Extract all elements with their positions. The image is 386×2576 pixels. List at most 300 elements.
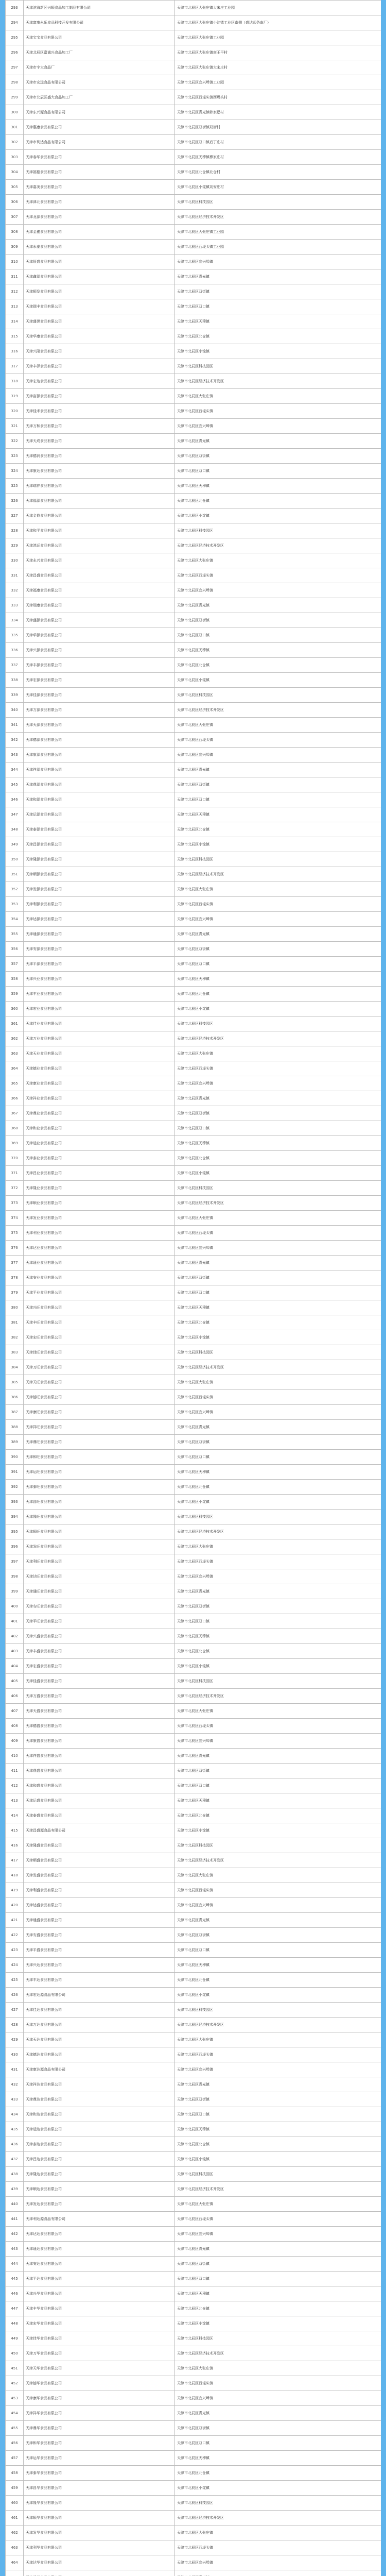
company-name: 天津瑞康食品有限公司 xyxy=(24,598,175,613)
row-number: 427 xyxy=(6,2003,24,2018)
row-number: 354 xyxy=(6,912,24,927)
company-address: 天津市北辰区宜兴埠镇 xyxy=(175,2227,381,2242)
company-name: 天津兴达食品有限公司 xyxy=(24,1958,175,1973)
company-address: 天津市北辰区北仓镇 xyxy=(175,1480,381,1495)
company-address: 天津市北辰区经济技术开发区 xyxy=(175,867,381,882)
table-row xyxy=(6,2511,381,2526)
company-address: 天津市北辰区西堤头镇 xyxy=(175,568,381,583)
row-number: 328 xyxy=(6,523,24,538)
table-row xyxy=(6,2003,381,2018)
company-name: 天津市宇大食品厂 xyxy=(24,60,175,75)
company-name: 天津佳旺食品有限公司 xyxy=(24,1345,175,1360)
table-row xyxy=(6,1704,381,1719)
row-number: 332 xyxy=(6,583,24,598)
row-number: 457 xyxy=(6,2451,24,2466)
company-address: 天津市北辰区双口镇 xyxy=(175,1450,381,1465)
row-number: 415 xyxy=(6,1823,24,1838)
table-row xyxy=(6,807,381,822)
company-address: 天津市北辰区天穆镇 xyxy=(175,2286,381,2301)
company-address: 天津市北辰区大张庄镇 xyxy=(175,2361,381,2376)
table-row xyxy=(6,1614,381,1629)
company-address: 天津市北辰区西堤头镇 xyxy=(175,404,381,419)
company-address: 天津市北辰区小淀镇 xyxy=(175,1330,381,1345)
company-name: 天津祥盛食品有限公司 xyxy=(24,1749,175,1764)
row-number: 426 xyxy=(6,1988,24,2003)
company-address: 天津市北辰区双街镇 xyxy=(175,1106,381,1121)
row-number: 342 xyxy=(6,733,24,748)
row-number: 295 xyxy=(6,30,24,45)
row-number: 388 xyxy=(6,1420,24,1435)
table-row xyxy=(6,2182,381,2197)
table-row xyxy=(6,2555,381,2570)
company-address: 天津市北辰区天穆镇 xyxy=(175,972,381,987)
table-row xyxy=(6,60,381,75)
company-name: 天津嘉美食品有限公司 xyxy=(24,180,175,195)
row-number: 399 xyxy=(6,1584,24,1599)
row-number: 401 xyxy=(6,1614,24,1629)
row-number: 346 xyxy=(6,792,24,807)
table-row xyxy=(6,718,381,733)
table-row xyxy=(6,225,381,240)
table-row xyxy=(6,2032,381,2047)
company-address: 天津市北辰区天穆镇 xyxy=(175,1465,381,1480)
table-row xyxy=(6,2406,381,2421)
company-name: 天津和华食品有限公司 xyxy=(24,2436,175,2451)
company-name: 天津泰达食品有限公司 xyxy=(24,2137,175,2152)
table-row xyxy=(6,180,381,195)
row-number: 305 xyxy=(6,180,24,195)
company-name: 天津昌达食品有限公司 xyxy=(24,2152,175,2167)
row-number: 450 xyxy=(6,2346,24,2361)
table-row xyxy=(6,568,381,583)
row-number: 381 xyxy=(6,1315,24,1330)
table-row xyxy=(6,120,381,135)
row-number: 301 xyxy=(6,120,24,135)
company-name: 天津德业食品有限公司 xyxy=(24,1061,175,1076)
row-number: 364 xyxy=(6,1061,24,1076)
row-number: 369 xyxy=(6,1136,24,1151)
company-name: 天津万华食品有限公司 xyxy=(24,2346,175,2361)
company-name: 天津佳盛食品有限公司 xyxy=(24,1674,175,1689)
row-number: 377 xyxy=(6,1256,24,1270)
row-number: 347 xyxy=(6,807,24,822)
table-row xyxy=(6,284,381,299)
company-name: 天津天业食品有限公司 xyxy=(24,1046,175,1061)
company-address: 天津市北辰区小淀镇 xyxy=(175,837,381,852)
table-row xyxy=(6,374,381,389)
row-number: 386 xyxy=(6,1390,24,1405)
company-address: 天津市北辰区经济技术开发区 xyxy=(175,538,381,553)
table-row xyxy=(6,523,381,538)
row-number: 376 xyxy=(6,1241,24,1256)
row-number: 344 xyxy=(6,762,24,777)
table-row xyxy=(6,1091,381,1106)
company-name: 天津佳华食品有限公司 xyxy=(24,2331,175,2346)
table-row xyxy=(6,2197,381,2212)
company-address: 天津市北辰区青光镇 xyxy=(175,269,381,284)
company-name: 天津丰盛食品有限公司 xyxy=(24,1644,175,1659)
company-address: 天津市北辰区双口镇 xyxy=(175,299,381,314)
company-name: 天津鼎华食品有限公司 xyxy=(24,2421,175,2436)
company-name: 天津万业食品有限公司 xyxy=(24,1031,175,1046)
table-row xyxy=(6,942,381,957)
company-name: 天津隆盛食品有限公司 xyxy=(24,1838,175,1853)
company-address: 天津市北辰区西堤头镇 xyxy=(175,1226,381,1241)
company-name: 天津德旺食品有限公司 xyxy=(24,1390,175,1405)
table-row xyxy=(6,1061,381,1076)
company-address: 天津市北辰区北仓镇 xyxy=(175,494,381,509)
company-address: 天津市北辰区小淀镇 xyxy=(175,1823,381,1838)
company-name: 天津康华食品有限公司 xyxy=(24,2391,175,2406)
row-number: 430 xyxy=(6,2047,24,2062)
row-number: 335 xyxy=(6,628,24,643)
company-address: 天津市北辰区大张庄镇 xyxy=(175,2032,381,2047)
company-address: 天津市北辰区大张庄镇小淀镇工业区南侧（盛达印务南厂） xyxy=(175,15,381,30)
company-address: 天津市北辰区青光镇 xyxy=(175,762,381,777)
row-number: 454 xyxy=(6,2406,24,2421)
row-number: 441 xyxy=(6,2212,24,2227)
company-address: 天津市北辰区天穆镇 xyxy=(175,2122,381,2137)
company-name: 天津泰业食品有限公司 xyxy=(24,1151,175,1166)
company-name: 天津安源食品有限公司 xyxy=(24,942,175,957)
table-row xyxy=(6,1838,381,1853)
company-address: 天津市北辰区经济技术开发区 xyxy=(175,210,381,225)
table-row xyxy=(6,269,381,284)
table-row xyxy=(6,210,381,225)
table-row xyxy=(6,1465,381,1480)
company-name: 天津丰泽食品有限公司 xyxy=(24,359,175,374)
company-address: 天津市北辰区大张庄镇 xyxy=(175,882,381,897)
company-address xyxy=(175,2570,381,2576)
company-name: 天津宏华食品有限公司 xyxy=(24,2316,175,2331)
company-address: 天津市北辰区大张庄镇 xyxy=(175,1704,381,1719)
row-number: 444 xyxy=(6,2257,24,2272)
row-number: 428 xyxy=(6,2018,24,2032)
table-row xyxy=(6,897,381,912)
table-row xyxy=(6,1211,381,1226)
company-address: 天津市北辰区经济技术开发区 xyxy=(175,2346,381,2361)
row-number: 419 xyxy=(6,1883,24,1898)
company-name: 天津达旺食品有限公司 xyxy=(24,1569,175,1584)
table-row xyxy=(6,1450,381,1465)
row-number: 436 xyxy=(6,2137,24,2152)
company-list-sheet xyxy=(5,0,381,2576)
company-address: 天津市北辰区大张庄镇大宋庄工业园 xyxy=(175,1,381,15)
table-row xyxy=(6,912,381,927)
table-row xyxy=(6,1002,381,1016)
company-address: 天津市北辰区小淀镇 xyxy=(175,509,381,523)
company-address: 天津市北辰区小淀镇 xyxy=(175,2152,381,2167)
company-address: 天津市北辰区西堤头镇 xyxy=(175,2047,381,2062)
company-name: 天津顺旺食品有限公司 xyxy=(24,1524,175,1539)
row-number: 340 xyxy=(6,703,24,718)
company-address: 天津市北辰区科技园区 xyxy=(175,688,381,703)
company-address: 天津市北辰区西堤头镇 xyxy=(175,2540,381,2555)
company-name: 天津安旺食品有限公司 xyxy=(24,1599,175,1614)
row-number: 378 xyxy=(6,1270,24,1285)
company-name: 天津福康食品有限公司 xyxy=(24,583,175,598)
company-name: 天津运华食品有限公司 xyxy=(24,2451,175,2466)
table-row xyxy=(6,299,381,314)
row-number: 307 xyxy=(6,210,24,225)
row-number: 422 xyxy=(6,1928,24,1943)
table-row xyxy=(6,419,381,434)
row-number: 460 xyxy=(6,2496,24,2511)
company-name: 天津和达食品有限公司 xyxy=(24,2107,175,2122)
table-row xyxy=(6,598,381,613)
table-row xyxy=(6,1988,381,2003)
row-number: 452 xyxy=(6,2376,24,2391)
table-row xyxy=(6,1390,381,1405)
company-address: 天津市北辰区经济技术开发区 xyxy=(175,2018,381,2032)
table-row xyxy=(6,255,381,269)
company-address: 天津市北辰区小淀镇 xyxy=(175,1495,381,1510)
company-address: 天津市北辰区双街镇 xyxy=(175,2421,381,2436)
table-row xyxy=(6,2436,381,2451)
company-address: 天津市北辰区经济技术开发区 xyxy=(175,1360,381,1375)
company-address: 天津市北辰区青光镇 xyxy=(175,1913,381,1928)
row-number: 325 xyxy=(6,479,24,494)
company-name: 天津通达食品有限公司 xyxy=(24,2242,175,2257)
company-address: 天津市北辰区科技园区 xyxy=(175,195,381,210)
company-name: 天津发华食品有限公司 xyxy=(24,2526,175,2540)
company-name: 天津兴盛食品有限公司 xyxy=(24,1629,175,1644)
company-address: 天津市北辰区天穆镇 xyxy=(175,1958,381,1973)
company-address: 天津市北辰区北仓镇 xyxy=(175,822,381,837)
table-row xyxy=(6,1166,381,1181)
company-address: 天津市北辰区科技园区 xyxy=(175,1838,381,1853)
company-address: 天津市北辰区大张庄镇工业园 xyxy=(175,225,381,240)
row-number: 423 xyxy=(6,1943,24,1958)
table-row xyxy=(6,75,381,90)
row-number: 382 xyxy=(6,1330,24,1345)
row-number xyxy=(6,2570,24,2576)
company-address: 天津市北辰区双街镇 xyxy=(175,1599,381,1614)
company-name: 天津安达食品有限公司 xyxy=(24,2257,175,2272)
table-row xyxy=(6,1076,381,1091)
company-address: 天津市北辰区大张庄镇大宋庄村 xyxy=(175,60,381,75)
company-address: 天津市北辰区北仓镇 xyxy=(175,2137,381,2152)
company-name: 天津津北食品有限公司 xyxy=(24,195,175,210)
row-number: 297 xyxy=(6,60,24,75)
company-name: 天津鸿运食品有限公司 xyxy=(24,538,175,553)
company-name: 天津运源食品有限公司 xyxy=(24,807,175,822)
row-number: 303 xyxy=(6,150,24,165)
table-row xyxy=(6,2496,381,2511)
table-row xyxy=(6,1868,381,1883)
company-table-body xyxy=(6,1,381,2576)
company-name: 天津德润食品有限公司 xyxy=(24,449,175,464)
table-row xyxy=(6,494,381,509)
row-number: 294 xyxy=(6,15,24,30)
company-name: 天津利业食品有限公司 xyxy=(24,1226,175,1241)
company-address: 天津市北辰区小淀镇 xyxy=(175,1988,381,2003)
company-name: 天津发盛食品有限公司 xyxy=(24,1868,175,1883)
company-address: 天津市北辰区双口镇 xyxy=(175,464,381,479)
company-address: 天津市北辰区经济技术开发区 xyxy=(175,1524,381,1539)
company-address: 天津市北辰区经济技术开发区 xyxy=(175,2182,381,2197)
row-number: 390 xyxy=(6,1450,24,1465)
row-number: 322 xyxy=(6,434,24,449)
table-row xyxy=(6,2018,381,2032)
company-name: 天津鼎业食品有限公司 xyxy=(24,1106,175,1121)
row-number: 409 xyxy=(6,1734,24,1749)
company-name: 天津鼎盛食品有限公司 xyxy=(24,1764,175,1778)
row-number: 357 xyxy=(6,957,24,972)
table-row xyxy=(6,2316,381,2331)
table-row xyxy=(6,1943,381,1958)
table-row xyxy=(6,1330,381,1345)
row-number: 418 xyxy=(6,1868,24,1883)
table-row xyxy=(6,135,381,150)
row-number: 429 xyxy=(6,2032,24,2047)
company-name: 天津惠康食品有限公司 xyxy=(24,120,175,135)
company-name: 天津隆达食品有限公司 xyxy=(24,2167,175,2182)
company-name: 天津昌业食品有限公司 xyxy=(24,1166,175,1181)
table-row xyxy=(6,2227,381,2242)
company-address: 天津市北辰区宜兴埠镇 xyxy=(175,2555,381,2570)
table-row xyxy=(6,628,381,643)
row-number: 356 xyxy=(6,942,24,957)
company-name: 天津兴旺食品有限公司 xyxy=(24,1300,175,1315)
row-number: 333 xyxy=(6,598,24,613)
company-address: 天津市北辰区科技园区 xyxy=(175,852,381,867)
row-number: 319 xyxy=(6,389,24,404)
company-address: 天津市北辰区青光镇 xyxy=(175,598,381,613)
company-name: 天津瑞祥食品有限公司 xyxy=(24,479,175,494)
company-name: 天津运旺食品有限公司 xyxy=(24,1465,175,1480)
company-address: 天津市北辰区北仓镇 xyxy=(175,1644,381,1659)
company-address: 天津市北辰区双口镇 xyxy=(175,1285,381,1300)
row-number: 375 xyxy=(6,1226,24,1241)
company-name: 天津滨海新区兴顺食品加工制品有限公司 xyxy=(24,1,175,15)
company-name: 天津天达食品有限公司 xyxy=(24,2032,175,2047)
table-row xyxy=(6,643,381,658)
company-name: 天津佳达食品有限公司 xyxy=(24,2003,175,2018)
company-name: 天津富康永乐食品科技开发有限公司 xyxy=(24,15,175,30)
company-address: 天津市北辰区小淀镇 xyxy=(175,1659,381,1674)
company-address: 天津市北辰区宜兴埠镇 xyxy=(175,1405,381,1420)
company-address: 天津市北辰区西堤头镇 xyxy=(175,2376,381,2391)
table-row xyxy=(6,1151,381,1166)
table-row xyxy=(6,2466,381,2481)
table-row xyxy=(6,1689,381,1704)
table-row xyxy=(6,1599,381,1614)
company-name: 天津昌旺食品有限公司 xyxy=(24,1495,175,1510)
row-number: 451 xyxy=(6,2361,24,2376)
table-row xyxy=(6,882,381,897)
table-row xyxy=(6,2481,381,2496)
company-address: 天津市北辰区天穆镇 xyxy=(175,1793,381,1808)
company-address: 天津市北辰区青光镇 xyxy=(175,1091,381,1106)
company-address: 天津市北辰区北仓镇 xyxy=(175,1315,381,1330)
company-address: 天津市北辰区北仓镇 xyxy=(175,987,381,1002)
company-name: 天津华康食品有限公司 xyxy=(24,329,175,344)
company-name: 天津通业食品有限公司 xyxy=(24,1256,175,1270)
company-address: 天津市北辰区小淀镇 xyxy=(175,344,381,359)
company-address: 天津市北辰区小淀镇刘安庄村 xyxy=(175,180,381,195)
company-name: 天津盛源食品有限公司 xyxy=(24,613,175,628)
company-name: 天津天盛食品有限公司 xyxy=(24,1704,175,1719)
row-number: 455 xyxy=(6,2421,24,2436)
row-number: 392 xyxy=(6,1480,24,1495)
table-row xyxy=(6,2331,381,2346)
table-row xyxy=(6,1270,381,1285)
company-address: 天津市北辰区北仓镇 xyxy=(175,329,381,344)
row-number: 402 xyxy=(6,1629,24,1644)
row-number: 362 xyxy=(6,1031,24,1046)
table-row xyxy=(6,1480,381,1495)
company-name: 天津安盛食品有限公司 xyxy=(24,1928,175,1943)
row-number: 339 xyxy=(6,688,24,703)
company-address: 天津市北辰区天穆镇穆家庄村 xyxy=(175,150,381,165)
row-number: 445 xyxy=(6,2272,24,2286)
company-address: 天津市北辰区经济技术开发区 xyxy=(175,374,381,389)
company-name: 天津宏盛食品有限公司 xyxy=(24,1659,175,1674)
row-number: 330 xyxy=(6,553,24,568)
row-number: 389 xyxy=(6,1435,24,1450)
row-number: 439 xyxy=(6,2182,24,2197)
company-name: 天津和旺食品有限公司 xyxy=(24,1450,175,1465)
row-number: 400 xyxy=(6,1599,24,1614)
company-name: 天津泰源食品有限公司 xyxy=(24,822,175,837)
company-name: 天津和平食品有限公司 xyxy=(24,523,175,538)
table-row xyxy=(6,1300,381,1315)
row-number: 448 xyxy=(6,2316,24,2331)
company-name: 天津鑫源食品有限公司 xyxy=(24,269,175,284)
company-name: 天津顺盛食品有限公司 xyxy=(24,1853,175,1868)
table-row xyxy=(6,1495,381,1510)
company-name: 天津隆源食品有限公司 xyxy=(24,852,175,867)
row-number: 365 xyxy=(6,1076,24,1091)
company-name: 天津市宏远食品有限公司 xyxy=(24,75,175,90)
row-number: 371 xyxy=(6,1166,24,1181)
company-name: 天津利达源食品有限公司 xyxy=(24,2212,175,2227)
table-row xyxy=(6,2361,381,2376)
table-row xyxy=(6,404,381,419)
company-name: 天津万源食品有限公司 xyxy=(24,703,175,718)
company-name: 天津永兴食品有限公司 xyxy=(24,553,175,568)
row-number: 412 xyxy=(6,1778,24,1793)
company-address: 天津市北辰区青光镇 xyxy=(175,1256,381,1270)
company-name: 天津兴业食品有限公司 xyxy=(24,972,175,987)
row-number: 351 xyxy=(6,867,24,882)
company-address: 天津市北辰区双街镇 xyxy=(175,2257,381,2272)
company-address: 天津市北辰区青光镇 xyxy=(175,2077,381,2092)
table-row xyxy=(6,1360,381,1375)
row-number: 310 xyxy=(6,255,24,269)
table-row xyxy=(6,2376,381,2391)
company-address: 天津市北辰区青光镇 xyxy=(175,1749,381,1764)
company-address: 天津市北辰区双口镇 xyxy=(175,1943,381,1958)
company-address: 天津市北辰区北仓镇 xyxy=(175,1808,381,1823)
company-address: 天津市北辰区天穆镇 xyxy=(175,2451,381,2466)
company-name: 天津万盛食品有限公司 xyxy=(24,1689,175,1704)
company-address: 天津市北辰区宜兴埠镇 xyxy=(175,255,381,269)
row-number: 317 xyxy=(6,359,24,374)
row-number: 394 xyxy=(6,1510,24,1524)
row-number: 424 xyxy=(6,1958,24,1973)
company-name: 天津瑞丰食品有限公司 xyxy=(24,299,175,314)
company-name: 天津德华食品有限公司 xyxy=(24,2376,175,2391)
table-row xyxy=(6,509,381,523)
row-number: 462 xyxy=(6,2526,24,2540)
row-number: 306 xyxy=(6,195,24,210)
company-name: 天津隆华食品有限公司 xyxy=(24,2496,175,2511)
row-number: 384 xyxy=(6,1360,24,1375)
row-number: 417 xyxy=(6,1853,24,1868)
table-row xyxy=(6,703,381,718)
